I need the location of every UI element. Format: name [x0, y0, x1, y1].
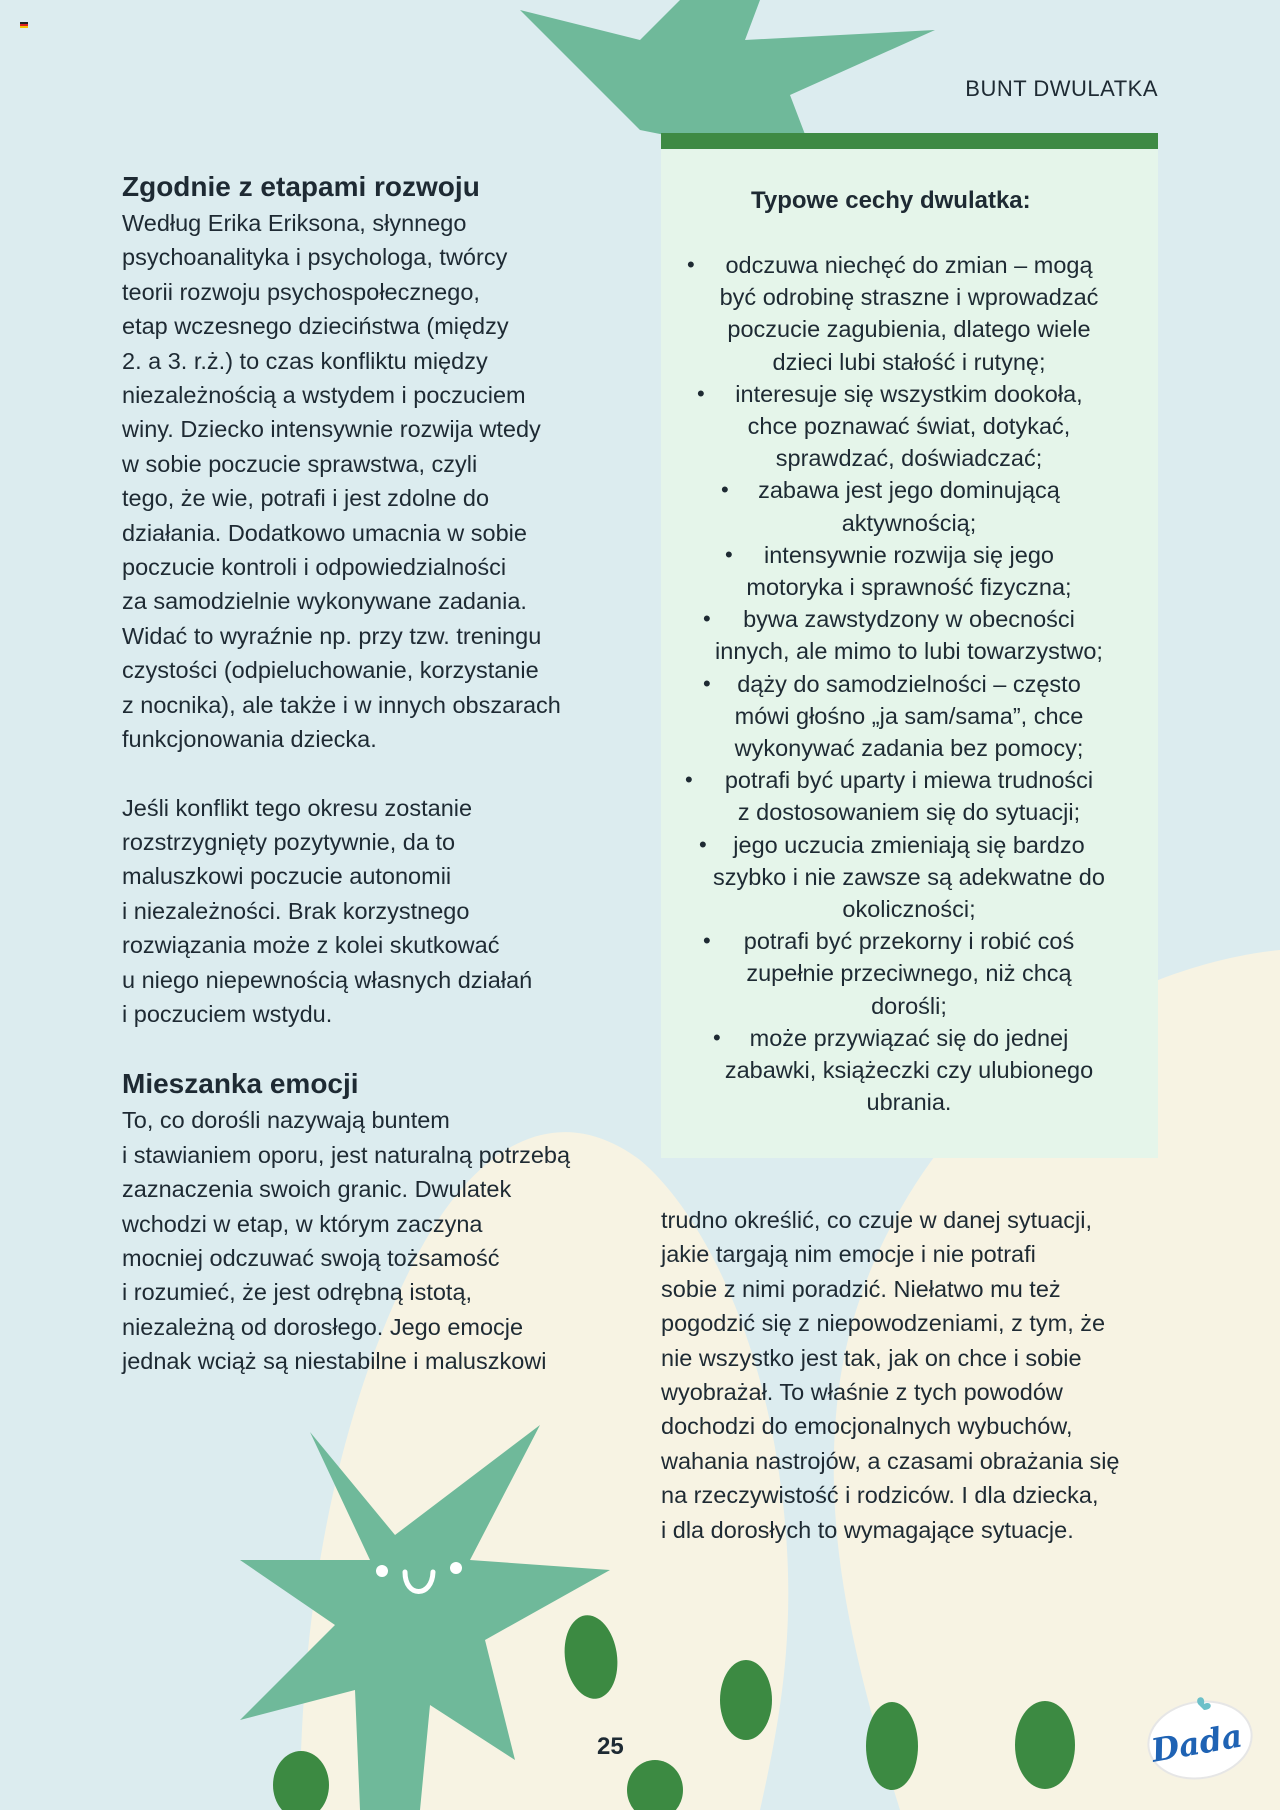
list-item: • dąży do samodzielności – często mówi głośno „ja sam/sama”, chce wykonywać zadania bez pomocy; — [679, 668, 1139, 765]
bullet-icon: • — [703, 928, 711, 954]
bullet-icon: • — [703, 606, 711, 632]
paragraph-emotions: To, co dorośli nazywają buntem i stawianiem oporu, jest naturalną potrzebą zaznaczenia swoich granic. Dwulatek wchodzi w etap, w którym zaczyna mocniej odczuwać swoją tożsamość i rozumieć, że jest odrębną istotą, niezależną od dorosłego. Jego emocje jednak wciąż są niestabilne i maluszkowi — [122, 1107, 571, 1375]
dada-logo — [1138, 1690, 1258, 1785]
traits-list — [679, 249, 1139, 1118]
list-item: • potrafi być przekorny i robić coś zupełnie przeciwnego, niż chcą dorośli; — [679, 925, 1139, 1022]
green-dot — [720, 1660, 772, 1740]
list-item: • interesuje się wszystkim dookoła, chce poznawać świat, dotykać, sprawdzać, doświadczać; — [679, 378, 1139, 475]
bullet-icon: • — [699, 831, 707, 857]
list-item: • potrafi być uparty i miewa trudności z dostosowaniem się do sytuacji; — [679, 764, 1139, 828]
green-dot — [1015, 1701, 1075, 1789]
logo-text: Dada — [1148, 1716, 1246, 1770]
list-item: • może przywiązać się do jednej zabawki, książeczki czy ulubionego ubrania. — [679, 1022, 1139, 1119]
bullet-icon: • — [687, 252, 695, 277]
bullet-icon: • — [721, 477, 729, 503]
paragraph-continuation: trudno określić, co czuje w danej sytuacji, jakie targają nim emocje i nie potrafi sobie z nimi poradzić. Niełatwo mu też pogodzić się z niepowodzeniami, z tym, że nie wszystko jest tak, jak on chce i sobie wyobrażał. To właśnie z tych powodów dochodzi do emocjonalnych wybuchów, wahania nastrojów, a czasami obrażania się na rzeczywistość i rodziców. I dla dziecka, i dla dorosłych to wymagające sytuacje. — [661, 1207, 1120, 1543]
list-item: • intensywnie rozwija się jego motoryka i sprawność fizyczna; — [679, 539, 1139, 603]
section-label: BUNT DWULATKA — [965, 76, 1158, 101]
bullet-icon: • — [685, 767, 693, 793]
bullet-icon: • — [697, 380, 705, 406]
right-column — [661, 1203, 1161, 1547]
bullet-icon: • — [725, 541, 733, 567]
flag-icon — [20, 22, 28, 28]
heading-emotions: Mieszanka emocji — [122, 1068, 359, 1100]
paragraph-conflict: Jeśli konflikt tego okresu zostanie rozstrzygnięty pozytywnie, da to maluszkowi poczucie autonomii i niezależności. Brak korzystnego rozwiązania może z kolei skutkować u niego niepewnością własnych działań i poczuciem wstydu. — [122, 794, 533, 1027]
list-item: • zabawa jest jego dominującą aktywnością; — [679, 474, 1139, 538]
traits-box — [661, 133, 1158, 1158]
list-item: • odczuwa niechęć do zmian – mogą być odrobinę straszne i wprowadzać poczucie zagubienia, dlatego wiele dzieci lubi stałość i rutynę; — [679, 249, 1139, 378]
star-eye-right — [450, 1562, 462, 1574]
bullet-icon: • — [713, 1024, 721, 1050]
list-item: • bywa zawstydzony w obecności innych, ale mimo to lubi towarzystwo; — [679, 603, 1139, 667]
traits-box-title: Typowe cechy dwulatka: — [751, 187, 1031, 214]
left-column — [122, 168, 642, 1379]
list-item: • jego uczucia zmieniają się bardzo szybko i nie zawsze są adekwatne do okoliczności; — [679, 829, 1139, 926]
green-dot — [866, 1702, 918, 1790]
bullet-icon: • — [703, 670, 711, 696]
paragraph-erikson: Według Erika Eriksona, słynnego psychoanalityka i psychologa, twórcy teorii rozwoju psychospołecznego, etap wczesnego dzieciństwa (między 2. a 3. r.ż.) to czas konfliktu między niezależnością a wstydem i poczuciem winy. Dziecko intensywnie rozwija wtedy w sobie poczucie sprawstwa, czyli tego, że wie, potrafi i jest zdolne do działania. Dodatkowo umacnia w sobie poczucie kontroli i odpowiedzialności za samodzielnie wykonywane zadania. Widać to wyraźnie np. przy tzw. treningu czystości (odpieluchowanie, korzystanie z nocnika), ale także i w innych obszarach funkcjonowania dziecka. — [122, 210, 561, 753]
star-eye-left — [376, 1565, 388, 1577]
heading-development-stages: Zgodnie z etapami rozwoju — [122, 171, 480, 202]
page-number: 25 — [597, 1733, 624, 1760]
